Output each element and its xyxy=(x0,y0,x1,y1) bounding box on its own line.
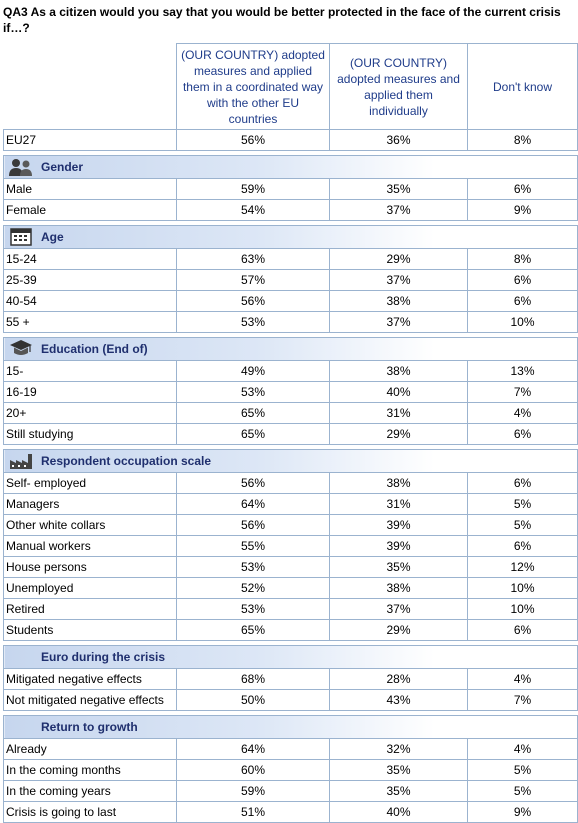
table-row xyxy=(4,669,578,690)
value-dont-know: 4% xyxy=(468,739,578,760)
table-row xyxy=(4,382,578,403)
value-dont-know: 9% xyxy=(468,200,578,221)
header-row xyxy=(4,44,578,130)
calendar-icon xyxy=(6,227,36,247)
value-individually: 37% xyxy=(330,312,468,333)
value-individually: 29% xyxy=(330,620,468,641)
section-header-cell xyxy=(4,450,578,473)
row-label: Already xyxy=(4,739,177,760)
value-coordinated: 53% xyxy=(177,312,330,333)
value-dont-know: 4% xyxy=(468,403,578,424)
section-header-content xyxy=(4,716,577,738)
value-dont-know: 6% xyxy=(468,270,578,291)
value-dont-know: 6% xyxy=(468,179,578,200)
section-title: Return to growth xyxy=(41,720,138,734)
table-row xyxy=(4,473,578,494)
table-row xyxy=(4,781,578,802)
table-row xyxy=(4,130,578,151)
value-individually: 36% xyxy=(330,130,468,151)
value-individually: 40% xyxy=(330,382,468,403)
value-dont-know: 6% xyxy=(468,620,578,641)
value-individually: 29% xyxy=(330,249,468,270)
value-dont-know: 6% xyxy=(468,424,578,445)
section-header xyxy=(4,226,578,249)
value-coordinated: 56% xyxy=(177,130,330,151)
section-header-content xyxy=(4,156,577,178)
section-header-cell xyxy=(4,338,578,361)
value-individually: 35% xyxy=(330,557,468,578)
table-row xyxy=(4,403,578,424)
row-label: Not mitigated negative effects xyxy=(4,690,177,711)
value-coordinated: 56% xyxy=(177,515,330,536)
value-dont-know: 13% xyxy=(468,361,578,382)
table-row xyxy=(4,179,578,200)
value-dont-know: 7% xyxy=(468,382,578,403)
value-individually: 37% xyxy=(330,200,468,221)
value-individually: 40% xyxy=(330,802,468,823)
table-row xyxy=(4,291,578,312)
table-row xyxy=(4,739,578,760)
column-header-dont-know: Don't know xyxy=(468,44,578,130)
row-label: 20+ xyxy=(4,403,177,424)
table-row xyxy=(4,515,578,536)
table-row xyxy=(4,494,578,515)
table-row xyxy=(4,270,578,291)
section-header xyxy=(4,646,578,669)
value-individually: 35% xyxy=(330,760,468,781)
section-title: Age xyxy=(41,230,64,244)
table-row xyxy=(4,620,578,641)
value-coordinated: 63% xyxy=(177,249,330,270)
row-label: Crisis is going to last xyxy=(4,802,177,823)
table-row xyxy=(4,361,578,382)
section-header-content xyxy=(4,646,577,668)
value-dont-know: 5% xyxy=(468,515,578,536)
value-coordinated: 68% xyxy=(177,669,330,690)
value-individually: 38% xyxy=(330,291,468,312)
section-header xyxy=(4,450,578,473)
value-coordinated: 65% xyxy=(177,424,330,445)
row-label: Other white collars xyxy=(4,515,177,536)
value-coordinated: 59% xyxy=(177,781,330,802)
section-title: Gender xyxy=(41,160,84,174)
people-icon xyxy=(6,157,36,177)
row-label: Managers xyxy=(4,494,177,515)
value-coordinated: 51% xyxy=(177,802,330,823)
value-dont-know: 5% xyxy=(468,760,578,781)
section-header-content xyxy=(4,450,577,472)
value-individually: 37% xyxy=(330,270,468,291)
graduation-cap-icon xyxy=(6,339,36,359)
row-label: Retired xyxy=(4,599,177,620)
table-row xyxy=(4,200,578,221)
value-individually: 43% xyxy=(330,690,468,711)
row-label: 55 + xyxy=(4,312,177,333)
value-coordinated: 56% xyxy=(177,473,330,494)
value-coordinated: 65% xyxy=(177,620,330,641)
value-individually: 29% xyxy=(330,424,468,445)
row-label: Manual workers xyxy=(4,536,177,557)
row-label: In the coming months xyxy=(4,760,177,781)
value-coordinated: 56% xyxy=(177,291,330,312)
value-dont-know: 8% xyxy=(468,130,578,151)
row-label: Still studying xyxy=(4,424,177,445)
value-coordinated: 50% xyxy=(177,690,330,711)
row-label: House persons xyxy=(4,557,177,578)
value-coordinated: 65% xyxy=(177,403,330,424)
value-coordinated: 53% xyxy=(177,382,330,403)
row-label: 16-19 xyxy=(4,382,177,403)
row-label: Unemployed xyxy=(4,578,177,599)
table-row xyxy=(4,557,578,578)
value-dont-know: 7% xyxy=(468,690,578,711)
table-row xyxy=(4,599,578,620)
table-row xyxy=(4,802,578,823)
header-corner xyxy=(4,44,177,130)
results-table xyxy=(3,43,578,823)
table-row xyxy=(4,760,578,781)
row-label: Self- employed xyxy=(4,473,177,494)
value-coordinated: 53% xyxy=(177,599,330,620)
value-dont-know: 5% xyxy=(468,494,578,515)
section-header-cell xyxy=(4,156,578,179)
section-title: Euro during the crisis xyxy=(41,650,166,664)
row-label: 15- xyxy=(4,361,177,382)
value-individually: 31% xyxy=(330,403,468,424)
section-header-cell xyxy=(4,226,578,249)
row-label: 25-39 xyxy=(4,270,177,291)
value-coordinated: 64% xyxy=(177,494,330,515)
row-label: Students xyxy=(4,620,177,641)
column-header-coordinated: (OUR COUNTRY) adopted measures and applied them in a coordinated way with the other EU countries xyxy=(177,44,330,130)
row-label: EU27 xyxy=(4,130,177,151)
value-dont-know: 6% xyxy=(468,473,578,494)
row-label: 40-54 xyxy=(4,291,177,312)
value-dont-know: 12% xyxy=(468,557,578,578)
value-individually: 35% xyxy=(330,781,468,802)
row-label: Female xyxy=(4,200,177,221)
table-row xyxy=(4,424,578,445)
factory-icon xyxy=(6,451,36,471)
table-body xyxy=(4,130,578,823)
value-individually: 39% xyxy=(330,515,468,536)
section-title: Education (End of) xyxy=(41,342,148,356)
value-coordinated: 57% xyxy=(177,270,330,291)
value-dont-know: 4% xyxy=(468,669,578,690)
section-header-content xyxy=(4,338,577,360)
row-label: In the coming years xyxy=(4,781,177,802)
value-dont-know: 6% xyxy=(468,291,578,312)
column-header-individually: (OUR COUNTRY) adopted measures and applied them individually xyxy=(330,44,468,130)
section-title: Respondent occupation scale xyxy=(41,454,212,468)
value-dont-know: 10% xyxy=(468,312,578,333)
section-header xyxy=(4,156,578,179)
value-individually: 39% xyxy=(330,536,468,557)
value-coordinated: 64% xyxy=(177,739,330,760)
value-coordinated: 55% xyxy=(177,536,330,557)
value-individually: 35% xyxy=(330,179,468,200)
value-coordinated: 52% xyxy=(177,578,330,599)
value-individually: 38% xyxy=(330,473,468,494)
section-header-content xyxy=(4,226,577,248)
value-dont-know: 9% xyxy=(468,802,578,823)
value-coordinated: 59% xyxy=(177,179,330,200)
value-individually: 31% xyxy=(330,494,468,515)
value-dont-know: 10% xyxy=(468,599,578,620)
section-header-cell xyxy=(4,646,578,669)
row-label: Male xyxy=(4,179,177,200)
table-row xyxy=(4,312,578,333)
value-coordinated: 49% xyxy=(177,361,330,382)
table-row xyxy=(4,578,578,599)
question-title: QA3 As a citizen would you say that you would be better protected in the face of the current crisis if…? xyxy=(3,5,561,35)
value-coordinated: 54% xyxy=(177,200,330,221)
section-header xyxy=(4,338,578,361)
value-individually: 37% xyxy=(330,599,468,620)
table-row xyxy=(4,536,578,557)
value-individually: 28% xyxy=(330,669,468,690)
section-header-cell xyxy=(4,716,578,739)
table-row xyxy=(4,690,578,711)
value-coordinated: 53% xyxy=(177,557,330,578)
value-individually: 38% xyxy=(330,361,468,382)
value-coordinated: 60% xyxy=(177,760,330,781)
value-dont-know: 10% xyxy=(468,578,578,599)
value-individually: 32% xyxy=(330,739,468,760)
value-individually: 38% xyxy=(330,578,468,599)
table-row xyxy=(4,249,578,270)
section-header xyxy=(4,716,578,739)
value-dont-know: 6% xyxy=(468,536,578,557)
row-label: 15-24 xyxy=(4,249,177,270)
row-label: Mitigated negative effects xyxy=(4,669,177,690)
value-dont-know: 5% xyxy=(468,781,578,802)
value-dont-know: 8% xyxy=(468,249,578,270)
